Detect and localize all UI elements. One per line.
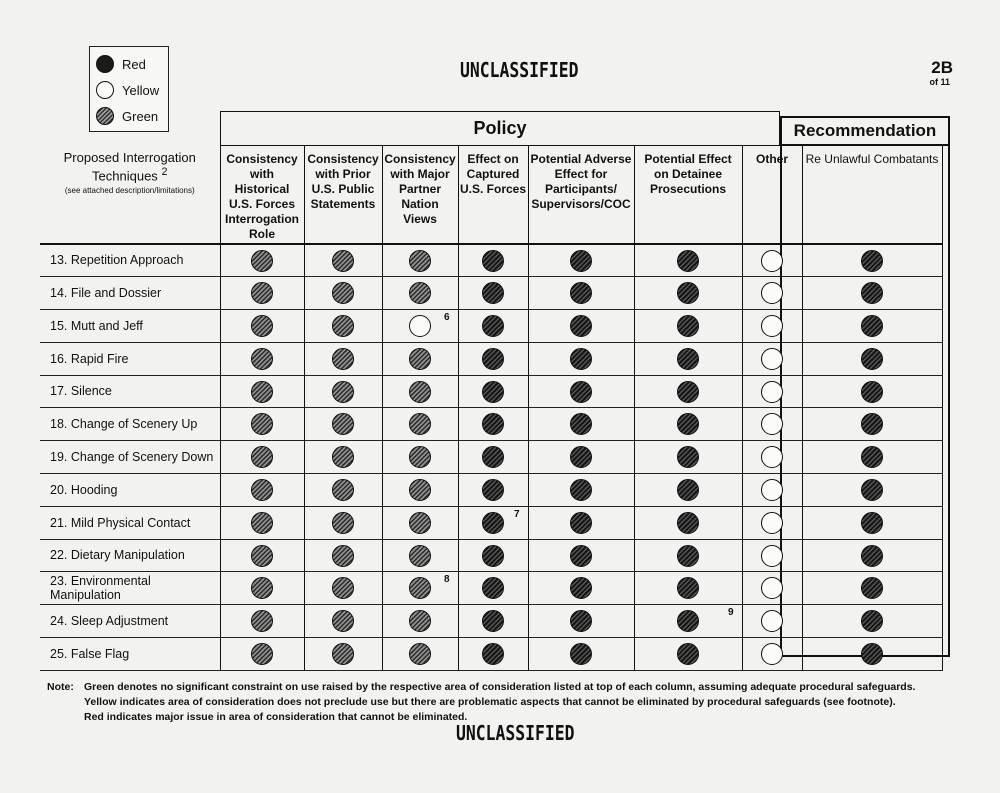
rating-cell (220, 474, 304, 507)
column-header: Consistency with Historical U.S. Forces Interrogation Role (220, 146, 304, 245)
green-rating-icon (332, 643, 354, 665)
rating-cell (382, 342, 458, 375)
yellow-rating-icon (409, 315, 431, 337)
rating-cell (528, 244, 634, 277)
green-rating-icon (251, 577, 273, 599)
green-rating-icon (332, 348, 354, 370)
rating-cell (634, 539, 742, 572)
footnote-ref: 8 (443, 574, 450, 586)
legend-item-yellow (96, 81, 159, 99)
footnote-ref: 2 (161, 165, 168, 178)
column-header: Effect on Captured U.S. Forces (458, 146, 528, 245)
technique-name: 25. False Flag (40, 638, 220, 671)
column-header: Re Unlawful Combatants (802, 146, 942, 245)
rating-cell (634, 605, 742, 638)
legend-box (89, 46, 169, 132)
yellow-rating-icon (761, 315, 783, 337)
techniques-table (40, 145, 943, 671)
green-rating-icon (409, 446, 431, 468)
rating-cell (528, 408, 634, 441)
green-rating-icon (482, 545, 504, 567)
green-rating-icon (677, 250, 699, 272)
rating-cell (528, 539, 634, 572)
yellow-rating-icon (761, 545, 783, 567)
rating-cell (304, 638, 382, 671)
technique-header-subtitle: (see attached description/limitations) (64, 186, 195, 196)
rating-cell (220, 277, 304, 310)
footnote-ref: 9 (727, 607, 734, 619)
rating-cell (802, 244, 942, 277)
rating-cell (528, 474, 634, 507)
rating-cell (458, 474, 528, 507)
green-rating-icon (482, 348, 504, 370)
green-rating-icon (482, 479, 504, 501)
rating-cell (220, 572, 304, 605)
green-rating-icon (409, 479, 431, 501)
rating-cell (382, 277, 458, 310)
rating-cell (634, 572, 742, 605)
table-row (40, 605, 942, 638)
green-rating-icon (332, 610, 354, 632)
green-rating-icon (677, 315, 699, 337)
rating-cell (742, 572, 802, 605)
green-rating-icon (332, 282, 354, 304)
green-rating-icon (332, 545, 354, 567)
rating-cell (634, 474, 742, 507)
rating-cell (802, 638, 942, 671)
rating-cell (528, 277, 634, 310)
green-rating-icon (861, 413, 883, 435)
technique-name: 22. Dietary Manipulation (40, 539, 220, 572)
green-rating-icon (861, 348, 883, 370)
green-rating-icon (570, 643, 592, 665)
technique-name: 15. Mutt and Jeff (40, 310, 220, 343)
rating-cell (304, 277, 382, 310)
green-rating-icon (251, 282, 273, 304)
table-header-row (40, 146, 942, 245)
classification-marking-bottom: UNCLASSIFIED (456, 721, 575, 745)
table-row (40, 277, 942, 310)
green-rating-icon (409, 282, 431, 304)
rating-cell (742, 539, 802, 572)
technique-header-text: Proposed Interrogation Techniques (63, 149, 196, 184)
green-rating-icon (409, 577, 431, 599)
note-line: Yellow indicates area of consideration does not preclude use but there are problematic aspects that cannot be eliminated by procedural safeguards (see footnote). (84, 695, 896, 708)
rating-cell (634, 506, 742, 539)
rating-cell (634, 638, 742, 671)
green-rating-icon (570, 577, 592, 599)
rating-cell (528, 342, 634, 375)
green-rating-icon (861, 315, 883, 337)
rating-cell (742, 441, 802, 474)
rating-cell (802, 408, 942, 441)
green-rating-icon (332, 479, 354, 501)
green-rating-icon (482, 446, 504, 468)
rating-cell (742, 408, 802, 441)
column-header: Other (742, 146, 802, 245)
green-rating-icon (570, 413, 592, 435)
column-header: Consistency with Prior U.S. Public Statements (304, 146, 382, 245)
green-rating-icon (251, 545, 273, 567)
rating-cell (802, 605, 942, 638)
green-rating-icon (251, 413, 273, 435)
rating-cell (528, 375, 634, 408)
yellow-rating-icon (761, 512, 783, 534)
green-rating-icon (409, 348, 431, 370)
technique-name: 23. Environmental Manipulation (40, 572, 220, 605)
rating-cell (220, 342, 304, 375)
rating-cell (304, 474, 382, 507)
yellow-rating-icon (761, 282, 783, 304)
rating-cell (220, 375, 304, 408)
green-rating-icon (251, 315, 273, 337)
note-label: Note: (47, 681, 74, 693)
green-rating-icon (251, 348, 273, 370)
rating-cell (304, 506, 382, 539)
rating-cell (382, 539, 458, 572)
green-rating-icon (251, 479, 273, 501)
green-rating-icon (861, 479, 883, 501)
green-rating-icon (677, 282, 699, 304)
rating-cell (304, 375, 382, 408)
green-rating-icon (409, 512, 431, 534)
technique-column-header (40, 146, 220, 245)
rating-cell (634, 310, 742, 343)
rating-cell (634, 441, 742, 474)
rating-cell (304, 605, 382, 638)
green-rating-icon (251, 250, 273, 272)
green-rating-icon (677, 413, 699, 435)
table-row (40, 474, 942, 507)
technique-name: 16. Rapid Fire (40, 342, 220, 375)
legend-label: Red (122, 56, 146, 72)
technique-name: 14. File and Dossier (40, 277, 220, 310)
green-rating-icon (570, 348, 592, 370)
green-rating-icon (861, 512, 883, 534)
rating-cell (382, 408, 458, 441)
green-rating-icon (861, 250, 883, 272)
legend-label: Green (122, 108, 159, 124)
table-row (40, 572, 942, 605)
green-rating-icon (251, 512, 273, 534)
green-rating-icon (332, 315, 354, 337)
green-rating-icon (409, 610, 431, 632)
green-rating-icon (677, 348, 699, 370)
green-rating-icon (482, 577, 504, 599)
green-rating-icon (570, 315, 592, 337)
legend-label: Yellow (122, 82, 160, 98)
rating-cell (458, 441, 528, 474)
green-rating-icon (409, 250, 431, 272)
green-rating-icon (409, 381, 431, 403)
yellow-rating-icon (761, 446, 783, 468)
green-rating-icon (861, 446, 883, 468)
rating-cell (802, 441, 942, 474)
table-row (40, 310, 942, 343)
technique-name: 19. Change of Scenery Down (40, 441, 220, 474)
rating-cell (382, 375, 458, 408)
yellow-rating-icon (761, 250, 783, 272)
classification-marking-top: UNCLASSIFIED (460, 58, 579, 82)
rating-cell (458, 572, 528, 605)
rating-cell (220, 638, 304, 671)
table-row (40, 441, 942, 474)
rating-cell (304, 310, 382, 343)
green-rating-icon (570, 381, 592, 403)
rating-cell (634, 408, 742, 441)
rating-cell (528, 605, 634, 638)
rating-cell (458, 244, 528, 277)
rating-cell (382, 605, 458, 638)
yellow-rating-icon (761, 479, 783, 501)
rating-cell (742, 506, 802, 539)
rating-cell (220, 605, 304, 638)
rating-cell (802, 277, 942, 310)
rating-cell (528, 441, 634, 474)
rating-cell (458, 277, 528, 310)
yellow-rating-icon (761, 610, 783, 632)
rating-cell (220, 408, 304, 441)
rating-cell (382, 441, 458, 474)
rating-cell (382, 638, 458, 671)
rating-cell (458, 342, 528, 375)
table-row (40, 408, 942, 441)
green-rating-icon (570, 446, 592, 468)
recommendation-header: Recommendation (780, 116, 950, 146)
rating-cell (382, 506, 458, 539)
green-rating-icon (677, 577, 699, 599)
rating-cell (458, 638, 528, 671)
green-rating-icon (861, 577, 883, 599)
technique-name: 13. Repetition Approach (40, 244, 220, 277)
yellow-rating-icon (761, 413, 783, 435)
rating-cell (458, 539, 528, 572)
legend-item-green (96, 107, 158, 125)
note-line: Green denotes no significant constraint on use raised by the respective area of consideration listed at top of each column, assuming adequate procedural safeguards. (84, 681, 916, 693)
page-number: 2B (931, 58, 953, 77)
green-rating-icon (861, 643, 883, 665)
table-row (40, 342, 942, 375)
green-rating-icon (677, 381, 699, 403)
green-rating-icon (861, 610, 883, 632)
green-rating-icon (409, 643, 431, 665)
technique-name: 24. Sleep Adjustment (40, 605, 220, 638)
green-rating-icon (332, 512, 354, 534)
green-rating-icon (409, 413, 431, 435)
green-rating-icon (332, 577, 354, 599)
rating-cell (220, 506, 304, 539)
green-rating-icon (677, 512, 699, 534)
rating-cell (382, 310, 458, 343)
rating-cell (220, 441, 304, 474)
rating-cell (304, 539, 382, 572)
rating-cell (802, 506, 942, 539)
yellow-rating-icon (761, 577, 783, 599)
note-line: Red indicates major issue in area of consideration that cannot be eliminated. (84, 710, 468, 723)
rating-cell (220, 310, 304, 343)
technique-name: 18. Change of Scenery Up (40, 408, 220, 441)
green-rating-icon (570, 512, 592, 534)
table-row (40, 539, 942, 572)
green-rating-icon (482, 610, 504, 632)
table-row (40, 375, 942, 408)
policy-header: Policy (220, 111, 780, 145)
rating-cell (742, 605, 802, 638)
technique-name: 17. Silence (40, 375, 220, 408)
green-rating-icon (482, 315, 504, 337)
green-rating-icon (332, 446, 354, 468)
green-rating-icon (409, 545, 431, 567)
rating-cell (304, 572, 382, 605)
rating-cell (742, 310, 802, 343)
green-rating-icon (251, 610, 273, 632)
rating-cell (634, 375, 742, 408)
green-rating-icon (482, 250, 504, 272)
rating-cell (458, 605, 528, 638)
red-circle-icon (96, 55, 114, 73)
green-rating-icon (677, 643, 699, 665)
column-header: Consistency with Major Partner Nation Views (382, 146, 458, 245)
technique-name: 21. Mild Physical Contact (40, 506, 220, 539)
green-rating-icon (482, 381, 504, 403)
yellow-circle-icon (96, 81, 114, 99)
rating-cell (802, 342, 942, 375)
footnote-ref: 7 (513, 508, 520, 520)
rating-cell (634, 342, 742, 375)
rating-cell (802, 539, 942, 572)
rating-cell (304, 244, 382, 277)
technique-name: 20. Hooding (40, 474, 220, 507)
green-rating-icon (570, 250, 592, 272)
green-rating-icon (677, 446, 699, 468)
rating-cell (220, 244, 304, 277)
green-rating-icon (861, 282, 883, 304)
green-rating-icon (251, 446, 273, 468)
green-rating-icon (677, 610, 699, 632)
rating-cell (304, 441, 382, 474)
rating-cell (382, 572, 458, 605)
green-rating-icon (482, 282, 504, 304)
green-rating-icon (332, 381, 354, 403)
yellow-rating-icon (761, 381, 783, 403)
green-rating-icon (570, 479, 592, 501)
rating-cell (802, 375, 942, 408)
yellow-rating-icon (761, 348, 783, 370)
rating-cell (382, 474, 458, 507)
green-rating-icon (570, 545, 592, 567)
green-rating-icon (251, 381, 273, 403)
column-header: Potential Effect on Detainee Prosecutions (634, 146, 742, 245)
rating-cell (304, 342, 382, 375)
rating-cell (742, 244, 802, 277)
rating-cell (458, 310, 528, 343)
green-rating-icon (482, 512, 504, 534)
green-rating-icon (482, 643, 504, 665)
green-rating-icon (251, 643, 273, 665)
rating-cell (458, 506, 528, 539)
rating-cell (742, 638, 802, 671)
green-circle-icon (96, 107, 114, 125)
footnote-ref: 6 (443, 312, 450, 324)
rating-cell (802, 310, 942, 343)
green-rating-icon (861, 381, 883, 403)
rating-cell (528, 638, 634, 671)
rating-cell (742, 375, 802, 408)
rating-cell (802, 572, 942, 605)
rating-cell (458, 375, 528, 408)
rating-cell (634, 277, 742, 310)
rating-cell (528, 572, 634, 605)
column-header: Potential Adverse Effect for Participants/ Supervisors/COC (528, 146, 634, 245)
table-row (40, 506, 942, 539)
rating-cell (458, 408, 528, 441)
rating-cell (528, 506, 634, 539)
table-row (40, 244, 942, 277)
legend-item-red (96, 55, 146, 73)
rating-cell (742, 342, 802, 375)
green-rating-icon (570, 282, 592, 304)
rating-cell (634, 244, 742, 277)
green-rating-icon (570, 610, 592, 632)
page-of: of 11 (929, 77, 950, 87)
yellow-rating-icon (761, 643, 783, 665)
rating-cell (382, 244, 458, 277)
rating-cell (528, 310, 634, 343)
rating-cell (742, 474, 802, 507)
rating-cell (220, 539, 304, 572)
table-row (40, 638, 942, 671)
green-rating-icon (482, 413, 504, 435)
rating-cell (742, 277, 802, 310)
rating-cell (304, 408, 382, 441)
green-rating-icon (861, 545, 883, 567)
rating-cell (802, 474, 942, 507)
green-rating-icon (677, 479, 699, 501)
green-rating-icon (332, 250, 354, 272)
green-rating-icon (332, 413, 354, 435)
green-rating-icon (677, 545, 699, 567)
